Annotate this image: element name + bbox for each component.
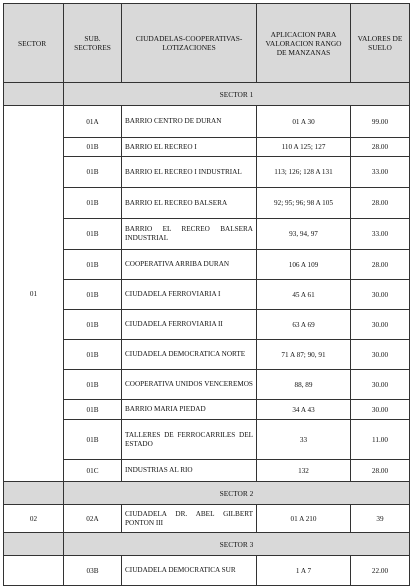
rango-cell: 01 A 30 bbox=[257, 106, 351, 138]
valor-cell: 28.00 bbox=[351, 460, 410, 482]
table-row bbox=[4, 250, 410, 280]
ciudadela-name-cell: BARRIO EL RECREO I INDUSTRIAL bbox=[122, 157, 257, 188]
table-row bbox=[4, 106, 410, 138]
sub-sector-cell: 01B bbox=[64, 420, 122, 460]
sub-sector-cell: 01B bbox=[64, 310, 122, 340]
sub-sector-cell: 01B bbox=[64, 157, 122, 188]
rango-cell: 132 bbox=[257, 460, 351, 482]
table-row bbox=[4, 157, 410, 188]
header-sub-sectores: SUB. SECTORES bbox=[64, 4, 122, 83]
valor-cell: 28.00 bbox=[351, 188, 410, 219]
sector-code-cell: 02 bbox=[4, 505, 64, 533]
ciudadela-name-cell: BARRIO MARIA PIEDAD bbox=[122, 400, 257, 420]
valor-cell: 30.00 bbox=[351, 310, 410, 340]
rango-cell: 34 A 43 bbox=[257, 400, 351, 420]
sector-3-heading-row bbox=[4, 533, 410, 556]
rango-cell: 33 bbox=[257, 420, 351, 460]
sub-sector-cell: 01B bbox=[64, 250, 122, 280]
header-valores: VALORES DE SUELO bbox=[351, 4, 410, 83]
valor-cell: 30.00 bbox=[351, 370, 410, 400]
sub-sector-cell: 03B bbox=[64, 556, 122, 586]
sector-code-cell bbox=[4, 556, 64, 586]
valor-cell: 28.00 bbox=[351, 250, 410, 280]
table-row bbox=[4, 370, 410, 400]
table-row bbox=[4, 420, 410, 460]
rango-cell: 88, 89 bbox=[257, 370, 351, 400]
ciudadela-name-cell: BARRIO EL RECREO I bbox=[122, 138, 257, 157]
valor-cell: 30.00 bbox=[351, 400, 410, 420]
sub-sector-cell: 01B bbox=[64, 280, 122, 310]
sub-sector-cell: 01B bbox=[64, 138, 122, 157]
table-row bbox=[4, 280, 410, 310]
sub-sector-cell: 01B bbox=[64, 219, 122, 250]
sub-sector-cell: 01C bbox=[64, 460, 122, 482]
rango-cell: 93, 94, 97 bbox=[257, 219, 351, 250]
valor-cell: 30.00 bbox=[351, 340, 410, 370]
table-row bbox=[4, 188, 410, 219]
sub-sector-cell: 01B bbox=[64, 370, 122, 400]
sector-code-cell: 01 bbox=[4, 106, 64, 482]
land-values-table bbox=[3, 3, 410, 586]
valor-cell: 33.00 bbox=[351, 157, 410, 188]
sector-1-label: SECTOR 1 bbox=[64, 83, 410, 106]
ciudadela-name-cell: COOPERATIVA UNIDOS VENCEREMOS bbox=[122, 370, 257, 400]
sub-sector-cell: 01B bbox=[64, 400, 122, 420]
header-sector: SECTOR bbox=[4, 4, 64, 83]
table-row bbox=[4, 505, 410, 533]
table-row bbox=[4, 340, 410, 370]
sector-2-label: SECTOR 2 bbox=[64, 482, 410, 505]
valor-cell: 30.00 bbox=[351, 280, 410, 310]
table-row bbox=[4, 138, 410, 157]
rango-cell: 1 A 7 bbox=[257, 556, 351, 586]
rango-cell: 63 A 69 bbox=[257, 310, 351, 340]
valor-cell: 99.00 bbox=[351, 106, 410, 138]
ciudadela-name-cell: CIUDADELA DEMOCRATICA NORTE bbox=[122, 340, 257, 370]
sector-2-heading-row bbox=[4, 482, 410, 505]
sector-2-blank-cell bbox=[4, 482, 64, 505]
rango-cell: 110 A 125; 127 bbox=[257, 138, 351, 157]
rango-cell: 113; 126; 128 A 131 bbox=[257, 157, 351, 188]
sector-3-label: SECTOR 3 bbox=[64, 533, 410, 556]
rango-cell: 01 A 210 bbox=[257, 505, 351, 533]
ciudadela-name-cell: CIUDADELA DEMOCRATICA SUR bbox=[122, 556, 257, 586]
sub-sector-cell: 02A bbox=[64, 505, 122, 533]
table-row bbox=[4, 219, 410, 250]
sub-sector-cell: 01B bbox=[64, 340, 122, 370]
sector-3-blank-cell bbox=[4, 533, 64, 556]
ciudadela-name-cell: BARRIO CENTRO DE DURAN bbox=[122, 106, 257, 138]
rango-cell: 45 A 61 bbox=[257, 280, 351, 310]
valor-cell: 22.00 bbox=[351, 556, 410, 586]
ciudadela-name-cell: CIUDADELA DR. ABEL GILBERT PONTON III bbox=[122, 505, 257, 533]
valor-cell: 11.00 bbox=[351, 420, 410, 460]
valor-cell: 28.00 bbox=[351, 138, 410, 157]
ciudadela-name-cell: INDUSTRIAS AL RIO bbox=[122, 460, 257, 482]
valor-cell: 39 bbox=[351, 505, 410, 533]
ciudadela-name-cell: CIUDADELA FERROVIARIA II bbox=[122, 310, 257, 340]
header-row bbox=[4, 4, 410, 83]
table-row bbox=[4, 400, 410, 420]
sub-sector-cell: 01A bbox=[64, 106, 122, 138]
ciudadela-name-cell: COOPERATIVA ARRIBA DURAN bbox=[122, 250, 257, 280]
rango-cell: 71 A 87; 90, 91 bbox=[257, 340, 351, 370]
rango-cell: 106 A 109 bbox=[257, 250, 351, 280]
sector-1-blank-cell bbox=[4, 83, 64, 106]
ciudadela-name-cell: BARRIO EL RECREO BALSERA INDUSTRIAL bbox=[122, 219, 257, 250]
table-row bbox=[4, 556, 410, 586]
table-row bbox=[4, 310, 410, 340]
ciudadela-name-cell: CIUDADELA FERROVIARIA I bbox=[122, 280, 257, 310]
header-aplicacion: APLICACION PARA VALORACION RANGO DE MANZANAS bbox=[257, 4, 351, 83]
rango-cell: 92; 95; 96; 98 A 105 bbox=[257, 188, 351, 219]
sub-sector-cell: 01B bbox=[64, 188, 122, 219]
header-ciudadelas: CIUDADELAS-COOPERATIVAS-LOTIZACIONES bbox=[122, 4, 257, 83]
sector-1-heading-row bbox=[4, 83, 410, 106]
ciudadela-name-cell: TALLERES DE FERROCARRILES DEL ESTADO bbox=[122, 420, 257, 460]
ciudadela-name-cell: BARRIO EL RECREO BALSERA bbox=[122, 188, 257, 219]
valor-cell: 33.00 bbox=[351, 219, 410, 250]
table-row bbox=[4, 460, 410, 482]
